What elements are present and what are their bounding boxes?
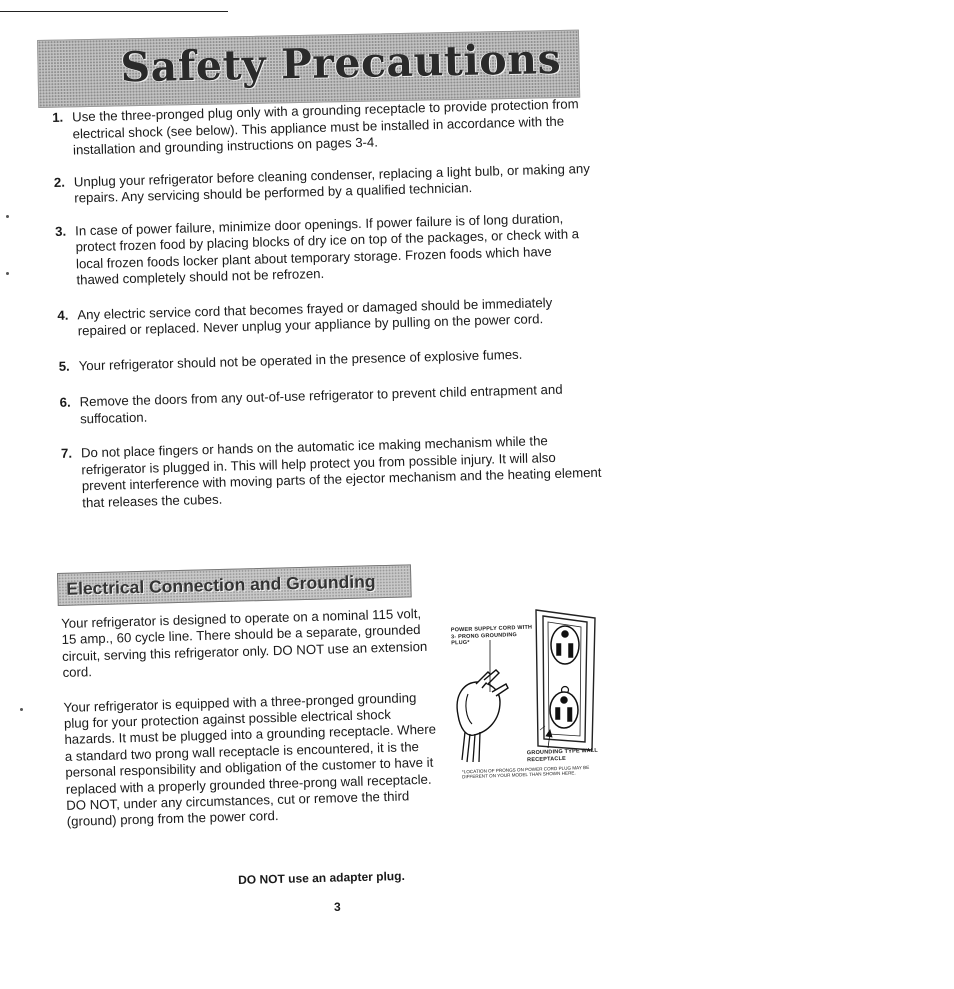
top-rule: [0, 11, 228, 12]
list-item: [54, 160, 595, 207]
scan-speck: [6, 272, 9, 275]
electrical-text: [61, 606, 439, 831]
electrical-paragraph: Your refrigerator is designed to operate on a nominal 115 volt, 15 amp., 60 cycle line. There should be a separate, grounded circuit, serving this refrigerator only. DO NOT use an extension cord.: [61, 605, 428, 681]
electrical-paragraph: Your refrigerator is equipped with a three-pronged grounding plug for your protection against possible electrical shock hazards. It must be plugged into a grounding receptacle. Where a standard two prong wall receptacle is encountered, it is the personal responsibility and obligation of the customer to have it replaced with a properly grounded three-prong wall receptacle. DO NOT, under any circumstances, cut or remove the third (ground) prong from the power cord.: [63, 689, 437, 830]
list-item: [61, 432, 603, 512]
item-text: Use the three-pronged plug only with a grounding receptacle to provide protection from electrical shock (see below). This appliance must be installed in accordance with the installation and grounding instructions on pages 3-4.: [71, 96, 579, 158]
receptacle-label: GROUNDING TYPE WALL RECEPTACLE: [526, 747, 598, 763]
list-item: [59, 381, 600, 428]
item-number: 2.: [53, 174, 66, 190]
item-number: 4.: [57, 307, 69, 323]
precautions-list: [52, 96, 602, 512]
scan-speck: [20, 708, 23, 711]
list-item: [57, 293, 598, 340]
item-number: 5.: [58, 358, 70, 374]
adapter-warning: DO NOT use an adapter plug.: [238, 868, 405, 887]
section-heading: Electrical Connection and Grounding: [66, 571, 376, 599]
power-cord: [462, 732, 480, 762]
item-text: Do not place fingers or hands on the automatic ice making mechanism while the refrigerator is plugged in. This will help protect you from possible injury. It will also prevent interference with moving parts of the ejector mechanism and the heating element that releases the cubes.: [80, 433, 602, 510]
item-number: 1.: [52, 109, 64, 125]
page-title: Safety Precautions: [120, 34, 562, 92]
item-number: 6.: [59, 394, 71, 410]
item-text: Remove the doors from any out-of-use refrigerator to prevent child entrapment and suffocation.: [79, 381, 563, 426]
figure-footnote: *LOCATION OF PRONGS ON POWER CORD PLUG MAY BE DIFFERENT ON YOUR MODEL THAN SHOWN HERE.: [461, 764, 590, 780]
item-text: Unplug your refrigerator before cleaning condenser, replacing a light bulb, or making any repairs. Any servicing should be performed by a qualified technician.: [73, 160, 590, 206]
item-number: 3.: [54, 223, 67, 239]
cord-label: POWER SUPPLY CORD WITH 3- PRONG GROUNDING PLUG*: [450, 624, 533, 647]
list-item: [55, 209, 597, 289]
list-item: [59, 344, 599, 375]
grounding-plug: [457, 670, 508, 735]
page-number: 3: [334, 900, 341, 914]
item-text: Your refrigerator should not be operated in the presence of explosive fumes.: [78, 346, 523, 373]
grounding-figure: [440, 600, 600, 800]
scan-speck: [6, 215, 9, 218]
upper-outlet: [551, 626, 579, 664]
item-number: 7.: [60, 445, 73, 461]
title-banner: [37, 30, 580, 108]
lower-outlet: [550, 692, 578, 728]
item-text: In case of power failure, minimize door openings. If power failure is of long duration, protect frozen food by placing blocks of dry ice on top of the packages, or check with a local frozen foods locker plant about temporary storage. Frozen foods which have thawed completely should not be refrozen.: [74, 210, 580, 288]
item-text: Any electric service cord that becomes frayed or damaged should be immediately repaired or replaced. Never unplug your appliance by pulling on the power cord.: [77, 294, 553, 339]
section-banner: [57, 564, 412, 606]
